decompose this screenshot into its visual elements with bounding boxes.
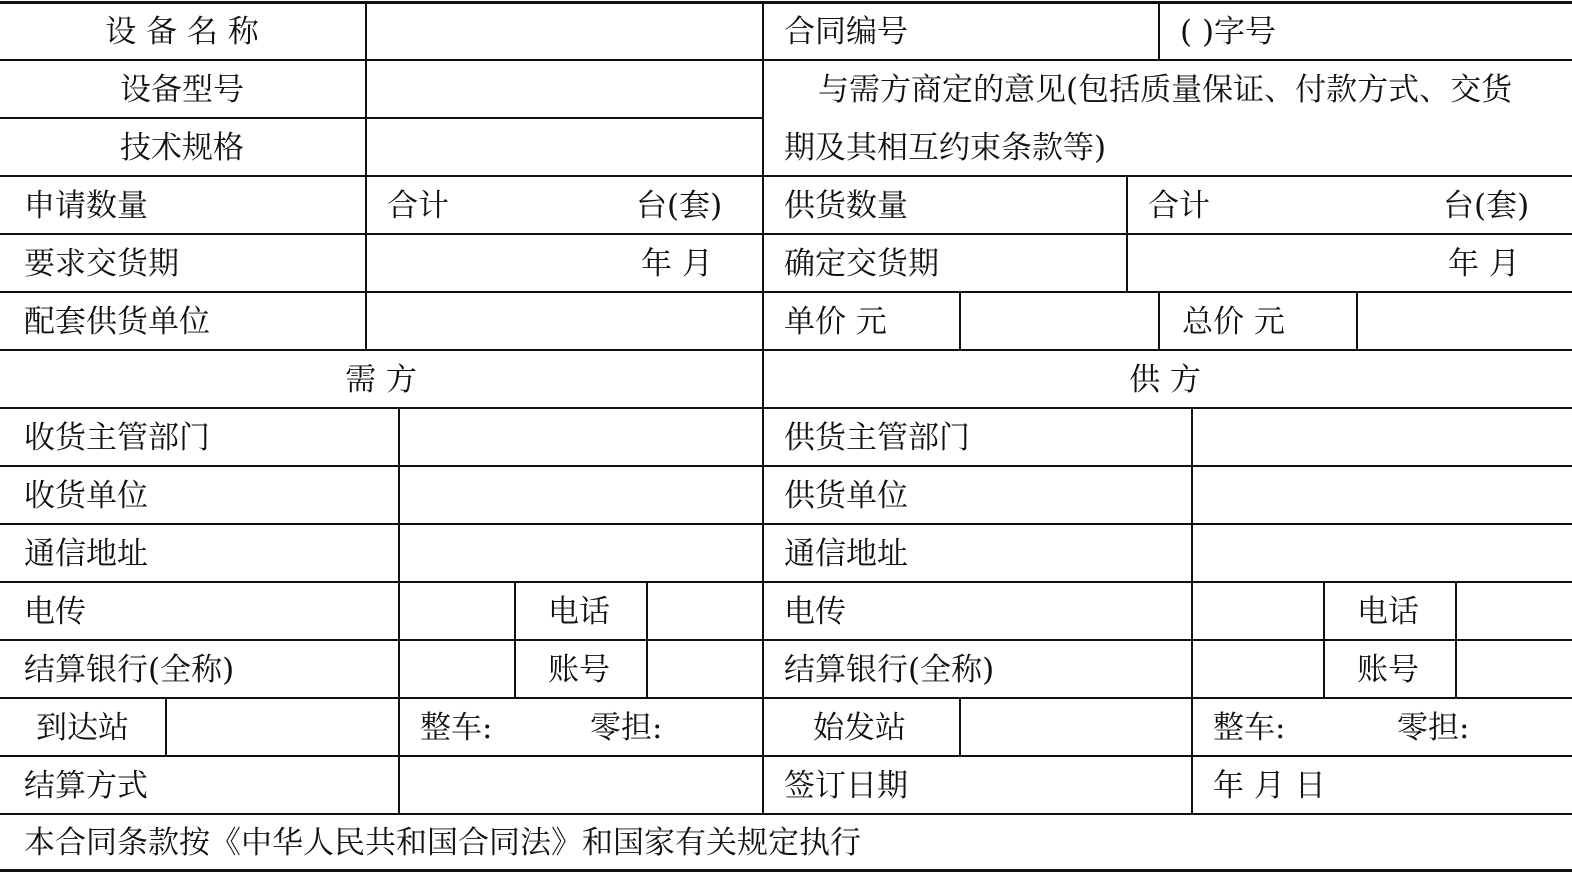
sign-date-ymd: 年 月 日	[1213, 768, 1326, 804]
supply-total-label: 合计	[1148, 188, 1210, 224]
buyer-section-header: 需 方	[345, 362, 417, 398]
rule	[0, 697, 1572, 699]
supplier-full-car-label: 整车:	[1213, 710, 1286, 746]
rule	[0, 117, 365, 119]
rule	[0, 349, 1572, 351]
supplier-bank-label: 结算银行(全称)	[784, 652, 995, 688]
rule	[365, 117, 762, 119]
buyer-telegraph-label: 电传	[24, 594, 86, 630]
apply-total-label: 合计	[387, 188, 449, 224]
buyer-phone-label: 电话	[548, 594, 610, 630]
rule	[365, 1, 367, 349]
confirmed-delivery-label: 确定交货期	[784, 246, 939, 282]
rule	[0, 639, 1572, 641]
contract-number-value: ( )字号	[1180, 14, 1277, 50]
rule	[0, 581, 1572, 583]
required-delivery-label: 要求交货期	[24, 246, 179, 282]
buyer-address-label: 通信地址	[24, 536, 148, 572]
rule	[1126, 175, 1128, 291]
matching-supplier-label: 配套供货单位	[24, 304, 210, 340]
rule	[398, 697, 400, 755]
rule	[1356, 291, 1358, 349]
rule	[165, 697, 167, 755]
sign-date-label: 签订日期	[784, 768, 908, 804]
rule	[0, 465, 1572, 467]
buyer-full-car-label: 整车:	[420, 710, 493, 746]
negotiated-terms-line1: 与需方商定的意见(包括质量保证、付款方式、交货	[818, 72, 1513, 108]
rule	[959, 291, 961, 349]
negotiated-terms-line2: 期及其相互约束条款等)	[784, 130, 1107, 166]
unit-price-label: 单价 元	[784, 304, 887, 340]
required-delivery-year-month: 年 月	[641, 246, 713, 282]
rule	[1191, 407, 1193, 697]
supply-unit-sets: 台(套)	[1443, 188, 1530, 224]
rule	[1158, 291, 1160, 349]
rule	[762, 1, 764, 813]
rule-bottom	[0, 869, 1572, 872]
supplier-telegraph-label: 电传	[784, 594, 846, 630]
apply-unit-sets: 台(套)	[636, 188, 723, 224]
rule	[959, 697, 961, 755]
buyer-less-than-car-label: 零担:	[590, 710, 663, 746]
equipment-name-label: 设 备 名 称	[105, 14, 259, 50]
buyer-bank-label: 结算银行(全称)	[24, 652, 235, 688]
contract-footer-note: 本合同条款按《中华人民共和国合同法》和国家有关规定执行	[24, 825, 861, 861]
rule-top	[0, 1, 1572, 4]
rule	[0, 523, 1572, 525]
apply-quantity-label: 申请数量	[24, 188, 148, 224]
supply-quantity-label: 供货数量	[784, 188, 908, 224]
rule	[0, 59, 1572, 61]
receiving-unit-label: 收货单位	[24, 478, 148, 514]
arrival-station-label: 到达站	[36, 710, 129, 746]
rule	[0, 233, 1572, 235]
rule	[1191, 697, 1193, 755]
tech-spec-label: 技术规格	[120, 130, 244, 166]
supplying-unit-label: 供货单位	[784, 478, 908, 514]
total-price-label: 总价 元	[1182, 304, 1285, 340]
rule	[1158, 1, 1160, 59]
rule	[0, 813, 1572, 815]
rule	[0, 175, 1572, 177]
supplier-section-header: 供 方	[1129, 362, 1201, 398]
rule	[0, 291, 1572, 293]
settlement-method-label: 结算方式	[24, 768, 148, 804]
supplier-phone-label: 电话	[1357, 594, 1419, 630]
rule	[398, 407, 400, 697]
supplier-address-label: 通信地址	[784, 536, 908, 572]
confirmed-delivery-year-month: 年 月	[1448, 246, 1520, 282]
supplier-less-than-car-label: 零担:	[1397, 710, 1470, 746]
buyer-account-label: 账号	[548, 652, 610, 688]
supplying-dept-label: 供货主管部门	[784, 420, 970, 456]
supplier-account-label: 账号	[1357, 652, 1419, 688]
rule	[1191, 755, 1193, 813]
departure-station-label: 始发站	[813, 710, 906, 746]
rule	[1323, 581, 1325, 697]
rule	[514, 581, 516, 697]
contract-number-label: 合同编号	[784, 14, 908, 50]
rule	[0, 755, 1572, 757]
rule	[398, 755, 400, 813]
rule	[1455, 581, 1457, 697]
equipment-model-label: 设备型号	[120, 72, 244, 108]
rule	[646, 581, 648, 697]
rule	[0, 407, 1572, 409]
receiving-dept-label: 收货主管部门	[24, 420, 210, 456]
